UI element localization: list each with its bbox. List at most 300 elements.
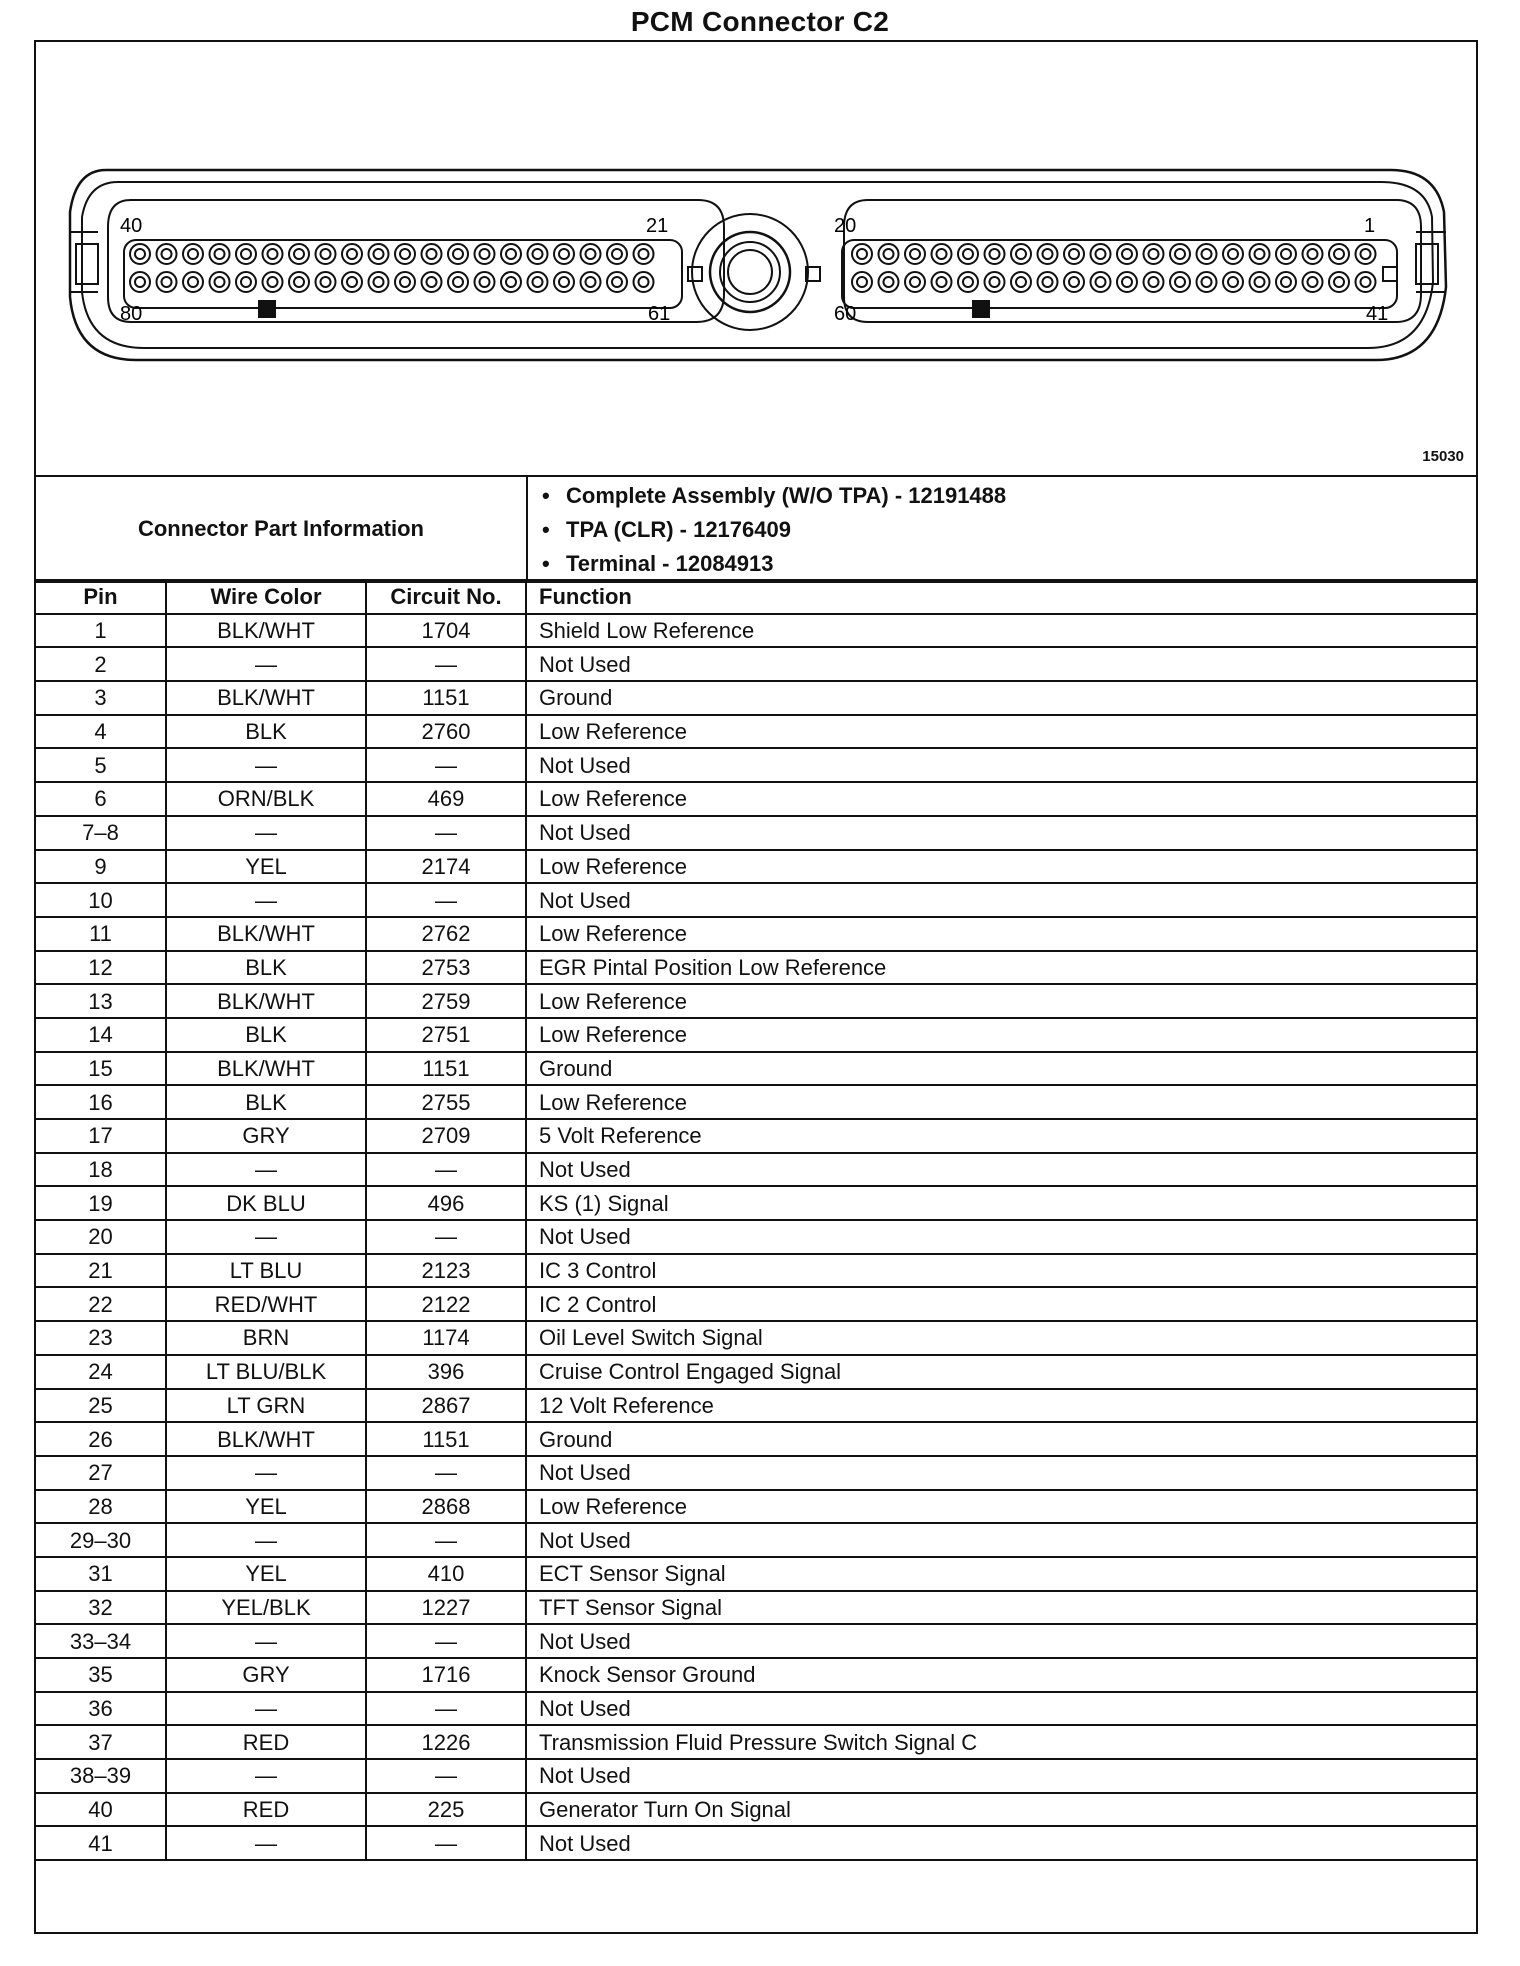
pin-hole-inner	[639, 249, 649, 259]
pin-cell: 12	[36, 951, 166, 985]
table-row	[36, 816, 1476, 850]
circuit-number-cell: —	[366, 1456, 526, 1490]
circuit-number-cell: 1151	[366, 1052, 526, 1086]
pin-hole-inner	[215, 277, 225, 287]
pin-label-60: 60	[834, 303, 857, 325]
pin-hole	[1038, 272, 1058, 292]
pin-hole	[1117, 272, 1137, 292]
function-cell: Low Reference	[526, 1490, 1476, 1524]
pin-hole-inner	[1069, 277, 1079, 287]
circuit-number-cell: 2755	[366, 1085, 526, 1119]
circuit-number-cell: 2762	[366, 917, 526, 951]
pin-cell: 2	[36, 647, 166, 681]
pin-hole-inner	[857, 277, 867, 287]
pin-hole	[905, 272, 925, 292]
pin-hole	[210, 272, 230, 292]
table-row	[36, 984, 1476, 1018]
pin-cell: 5	[36, 748, 166, 782]
pin-hole	[528, 244, 548, 264]
pin-hole	[634, 272, 654, 292]
table-row	[36, 850, 1476, 884]
pin-cell: 32	[36, 1591, 166, 1625]
figure-number: 15030	[1422, 448, 1464, 465]
header-pin: Pin	[36, 580, 166, 614]
circuit-number-cell: 1226	[366, 1725, 526, 1759]
table-header-row	[36, 580, 1476, 614]
pin-hole	[289, 272, 309, 292]
wire-color-cell: BLK/WHT	[166, 1422, 366, 1456]
function-cell: Transmission Fluid Pressure Switch Signal C	[526, 1725, 1476, 1759]
pin-hole	[528, 272, 548, 292]
connector-diagram	[36, 42, 1476, 472]
table-row	[36, 1220, 1476, 1254]
wire-color-cell: BLK/WHT	[166, 1052, 366, 1086]
pin-hole	[879, 272, 899, 292]
wire-color-cell: BLK	[166, 715, 366, 749]
pin-hole	[879, 244, 899, 264]
pin-cell: 37	[36, 1725, 166, 1759]
pin-hole-inner	[1122, 249, 1132, 259]
pin-cell: 4	[36, 715, 166, 749]
pin-hole-inner	[1255, 249, 1265, 259]
connector-drawing	[36, 42, 1476, 472]
function-cell: 5 Volt Reference	[526, 1119, 1476, 1153]
table-row	[36, 1591, 1476, 1625]
wire-color-cell: BLK/WHT	[166, 614, 366, 648]
pin-hole-inner	[586, 277, 596, 287]
pin-hole-inner	[453, 277, 463, 287]
pin-hole-inner	[1202, 249, 1212, 259]
pin-hole-inner	[1361, 249, 1371, 259]
pin-hole-inner	[612, 277, 622, 287]
pin-hole-inner	[990, 277, 1000, 287]
pin-table	[36, 579, 1476, 1861]
function-cell: Low Reference	[526, 850, 1476, 884]
pin-hole	[852, 272, 872, 292]
pin-cell: 22	[36, 1287, 166, 1321]
pin-hole-inner	[612, 249, 622, 259]
circuit-number-cell: 2174	[366, 850, 526, 884]
table-row	[36, 614, 1476, 648]
pin-hole-inner	[1149, 249, 1159, 259]
circuit-number-cell: —	[366, 816, 526, 850]
circuit-number-cell: —	[366, 1692, 526, 1726]
function-cell: Shield Low Reference	[526, 614, 1476, 648]
pin-hole	[210, 244, 230, 264]
pin-hole	[932, 272, 952, 292]
pin-hole	[1064, 272, 1084, 292]
table-row	[36, 1658, 1476, 1692]
wire-color-cell: GRY	[166, 1658, 366, 1692]
pin-hole-inner	[884, 249, 894, 259]
wire-color-cell: BLK/WHT	[166, 984, 366, 1018]
part-number-list	[542, 479, 1006, 581]
pin-cell: 21	[36, 1254, 166, 1288]
pin-hole	[289, 244, 309, 264]
pin-hole-inner	[1122, 277, 1132, 287]
pin-hole	[448, 244, 468, 264]
wire-color-cell: RED	[166, 1725, 366, 1759]
pin-hole-inner	[1334, 277, 1344, 287]
pin-hole-inner	[506, 249, 516, 259]
pin-hole	[581, 272, 601, 292]
pin-cell: 13	[36, 984, 166, 1018]
wire-color-cell: RED/WHT	[166, 1287, 366, 1321]
pin-hole-inner	[1149, 277, 1159, 287]
pin-hole-inner	[321, 249, 331, 259]
wire-color-cell: BLK	[166, 1085, 366, 1119]
pin-hole-inner	[321, 277, 331, 287]
wire-color-cell: —	[166, 1153, 366, 1187]
function-cell: Low Reference	[526, 1018, 1476, 1052]
pin-label-20: 20	[834, 215, 857, 237]
pin-hole-inner	[1016, 277, 1026, 287]
table-row	[36, 951, 1476, 985]
pin-cell: 11	[36, 917, 166, 951]
pin-hole	[1356, 272, 1376, 292]
table-row	[36, 1389, 1476, 1423]
pin-hole	[607, 272, 627, 292]
pin-hole-inner	[990, 249, 1000, 259]
pin-hole-inner	[559, 249, 569, 259]
function-cell: Not Used	[526, 1692, 1476, 1726]
function-cell: Not Used	[526, 748, 1476, 782]
table-row	[36, 1018, 1476, 1052]
pin-cell: 36	[36, 1692, 166, 1726]
pin-hole	[1170, 244, 1190, 264]
circuit-number-cell: 2867	[366, 1389, 526, 1423]
pin-hole	[852, 244, 872, 264]
function-cell: Low Reference	[526, 984, 1476, 1018]
pin-cell: 28	[36, 1490, 166, 1524]
pin-hole-inner	[241, 249, 251, 259]
wire-color-cell: RED	[166, 1793, 366, 1827]
pin-hole	[157, 244, 177, 264]
table-row	[36, 1119, 1476, 1153]
table-row	[36, 1557, 1476, 1591]
pin-hole-inner	[963, 249, 973, 259]
circuit-number-cell: 2123	[366, 1254, 526, 1288]
wire-color-cell: GRY	[166, 1119, 366, 1153]
pin-cell: 18	[36, 1153, 166, 1187]
wire-color-cell: —	[166, 1692, 366, 1726]
function-cell: Generator Turn On Signal	[526, 1793, 1476, 1827]
pin-hole	[395, 272, 415, 292]
wire-color-cell: YEL/BLK	[166, 1591, 366, 1625]
pin-hole-inner	[857, 249, 867, 259]
pin-hole	[1144, 244, 1164, 264]
header-circuit-no: Circuit No.	[366, 580, 526, 614]
pin-hole	[263, 244, 283, 264]
pin-hole-inner	[480, 277, 490, 287]
pin-hole-inner	[188, 277, 198, 287]
pin-hole-inner	[347, 249, 357, 259]
part-item: • Terminal - 12084913	[542, 551, 774, 576]
pin-hole	[607, 244, 627, 264]
pin-hole	[1197, 272, 1217, 292]
table-row	[36, 1052, 1476, 1086]
function-cell: Oil Level Switch Signal	[526, 1321, 1476, 1355]
pin-hole-inner	[241, 277, 251, 287]
pin-hole	[1011, 272, 1031, 292]
pin-cell: 15	[36, 1052, 166, 1086]
wire-color-cell: —	[166, 647, 366, 681]
wire-color-cell: BLK/WHT	[166, 917, 366, 951]
circuit-number-cell: —	[366, 883, 526, 917]
circuit-number-cell: 396	[366, 1355, 526, 1389]
pin-hole-inner	[1334, 249, 1344, 259]
pin-hole	[1356, 244, 1376, 264]
pin-hole-inner	[1361, 277, 1371, 287]
pin-cell: 41	[36, 1826, 166, 1860]
pin-hole-inner	[480, 249, 490, 259]
wire-color-cell: LT BLU	[166, 1254, 366, 1288]
pin-hole-inner	[1016, 249, 1026, 259]
pin-hole-inner	[427, 249, 437, 259]
wire-color-cell: LT BLU/BLK	[166, 1355, 366, 1389]
pin-label-40: 40	[120, 215, 143, 237]
pin-hole-inner	[400, 249, 410, 259]
table-row	[36, 883, 1476, 917]
circuit-number-cell: 2122	[366, 1287, 526, 1321]
pin-hole	[1303, 244, 1323, 264]
function-cell: EGR Pintal Position Low Reference	[526, 951, 1476, 985]
function-cell: TFT Sensor Signal	[526, 1591, 1476, 1625]
pin-cell: 19	[36, 1186, 166, 1220]
circuit-number-cell: 2759	[366, 984, 526, 1018]
pin-cell: 7–8	[36, 816, 166, 850]
wire-color-cell: —	[166, 1220, 366, 1254]
wire-color-cell: YEL	[166, 1490, 366, 1524]
wire-color-cell: BLK	[166, 1018, 366, 1052]
function-cell: Low Reference	[526, 917, 1476, 951]
pin-hole	[932, 244, 952, 264]
table-row	[36, 1692, 1476, 1726]
function-cell: Knock Sensor Ground	[526, 1658, 1476, 1692]
pin-hole	[1329, 272, 1349, 292]
table-row	[36, 1186, 1476, 1220]
pin-hole	[1223, 272, 1243, 292]
function-cell: Not Used	[526, 1826, 1476, 1860]
pin-hole	[342, 272, 362, 292]
circuit-number-cell: 1716	[366, 1658, 526, 1692]
pin-hole	[157, 272, 177, 292]
pin-cell: 10	[36, 883, 166, 917]
function-cell: Low Reference	[526, 782, 1476, 816]
pin-hole-inner	[1308, 277, 1318, 287]
wire-color-cell: DK BLU	[166, 1186, 366, 1220]
function-cell: Not Used	[526, 1456, 1476, 1490]
table-row	[36, 715, 1476, 749]
pin-hole	[1329, 244, 1349, 264]
table-row	[36, 1153, 1476, 1187]
pin-cell: 20	[36, 1220, 166, 1254]
pin-hole	[369, 272, 389, 292]
pin-hole-inner	[937, 277, 947, 287]
table-row	[36, 782, 1476, 816]
circuit-number-cell: —	[366, 647, 526, 681]
pin-label-41: 41	[1366, 303, 1389, 325]
header-function: Function	[526, 580, 1476, 614]
pin-hole-inner	[1096, 277, 1106, 287]
info-label: Connector Part Information	[36, 477, 528, 581]
pin-hole	[1223, 244, 1243, 264]
wire-color-cell: —	[166, 1523, 366, 1557]
pin-label-80: 80	[120, 303, 143, 325]
pin-hole	[130, 272, 150, 292]
pin-label-61: 61	[648, 303, 671, 325]
circuit-number-cell: 496	[366, 1186, 526, 1220]
pin-cell: 27	[36, 1456, 166, 1490]
table-row	[36, 1725, 1476, 1759]
function-cell: Not Used	[526, 1624, 1476, 1658]
pin-label-1: 1	[1364, 215, 1376, 237]
pin-hole	[905, 244, 925, 264]
pin-hole-inner	[1281, 249, 1291, 259]
circuit-number-cell: 2868	[366, 1490, 526, 1524]
circuit-number-cell: 1174	[366, 1321, 526, 1355]
pin-cell: 29–30	[36, 1523, 166, 1557]
pin-hole-inner	[1175, 277, 1185, 287]
pin-hole-inner	[1228, 249, 1238, 259]
part-item: • Complete Assembly (W/O TPA) - 12191488	[542, 483, 1007, 508]
pin-hole	[475, 244, 495, 264]
circuit-number-cell: 1227	[366, 1591, 526, 1625]
pin-hole-inner	[294, 277, 304, 287]
function-cell: KS (1) Signal	[526, 1186, 1476, 1220]
pin-hole	[130, 244, 150, 264]
pin-cell: 1	[36, 614, 166, 648]
wire-color-cell: BLK/WHT	[166, 681, 366, 715]
wire-color-cell: —	[166, 1759, 366, 1793]
circuit-number-cell: 1704	[366, 614, 526, 648]
pin-hole-inner	[1096, 249, 1106, 259]
pin-hole-inner	[374, 277, 384, 287]
pin-hole-inner	[533, 277, 543, 287]
function-cell: Low Reference	[526, 1085, 1476, 1119]
pin-cell: 14	[36, 1018, 166, 1052]
table-row	[36, 1793, 1476, 1827]
pin-table-body	[36, 614, 1476, 1860]
pin-hole	[634, 244, 654, 264]
header-wire-color: Wire Color	[166, 580, 366, 614]
pin-cell: 6	[36, 782, 166, 816]
circuit-number-cell: —	[366, 1220, 526, 1254]
table-row	[36, 1826, 1476, 1860]
pin-hole	[1091, 272, 1111, 292]
function-cell: IC 3 Control	[526, 1254, 1476, 1288]
pin-hole-inner	[1069, 249, 1079, 259]
circuit-number-cell: 1151	[366, 681, 526, 715]
wire-color-cell: —	[166, 816, 366, 850]
function-cell: Not Used	[526, 647, 1476, 681]
pin-hole-inner	[1043, 249, 1053, 259]
function-cell: Not Used	[526, 816, 1476, 850]
pin-hole-inner	[937, 249, 947, 259]
pin-hole	[1197, 244, 1217, 264]
circuit-number-cell: 1151	[366, 1422, 526, 1456]
pin-cell: 25	[36, 1389, 166, 1423]
pin-hole-inner	[374, 249, 384, 259]
pin-label-21: 21	[646, 215, 669, 237]
pin-hole-inner	[188, 249, 198, 259]
pin-hole	[422, 244, 442, 264]
circuit-number-cell: 469	[366, 782, 526, 816]
pin-hole	[236, 244, 256, 264]
circuit-number-cell: 2753	[366, 951, 526, 985]
pin-hole-inner	[1308, 249, 1318, 259]
wire-color-cell: BRN	[166, 1321, 366, 1355]
pin-hole-inner	[135, 249, 145, 259]
pin-cell: 24	[36, 1355, 166, 1389]
pin-hole-inner	[162, 277, 172, 287]
table-row	[36, 917, 1476, 951]
pin-hole	[958, 244, 978, 264]
circuit-number-cell: —	[366, 1759, 526, 1793]
function-cell: Ground	[526, 1422, 1476, 1456]
pin-cell: 16	[36, 1085, 166, 1119]
table-row	[36, 1321, 1476, 1355]
pin-hole	[316, 244, 336, 264]
pin-cell: 35	[36, 1658, 166, 1692]
pin-hole	[183, 244, 203, 264]
table-row	[36, 1624, 1476, 1658]
wire-color-cell: —	[166, 1826, 366, 1860]
pin-hole	[958, 272, 978, 292]
pin-hole	[1144, 272, 1164, 292]
table-row	[36, 647, 1476, 681]
part-item: • TPA (CLR) - 12176409	[542, 517, 791, 542]
pin-hole	[183, 272, 203, 292]
table-row	[36, 1759, 1476, 1793]
circuit-number-cell: 410	[366, 1557, 526, 1591]
pin-hole	[395, 244, 415, 264]
pin-hole	[1011, 244, 1031, 264]
table-row	[36, 1490, 1476, 1524]
wire-color-cell: ORN/BLK	[166, 782, 366, 816]
function-cell: IC 2 Control	[526, 1287, 1476, 1321]
circuit-number-cell: 2709	[366, 1119, 526, 1153]
pin-hole-inner	[910, 249, 920, 259]
circuit-number-cell: —	[366, 1826, 526, 1860]
circuit-number-cell: 225	[366, 1793, 526, 1827]
pin-hole	[1117, 244, 1137, 264]
pin-hole-inner	[347, 277, 357, 287]
circuit-number-cell: —	[366, 1153, 526, 1187]
pin-hole-inner	[1281, 277, 1291, 287]
function-cell: Not Used	[526, 1759, 1476, 1793]
function-cell: Not Used	[526, 883, 1476, 917]
pin-hole-inner	[639, 277, 649, 287]
pin-hole-inner	[884, 277, 894, 287]
pin-cell: 38–39	[36, 1759, 166, 1793]
pin-hole-inner	[453, 249, 463, 259]
pin-hole	[1170, 272, 1190, 292]
pin-hole	[1038, 244, 1058, 264]
pin-hole-inner	[400, 277, 410, 287]
pin-hole-inner	[294, 249, 304, 259]
wire-color-cell: —	[166, 748, 366, 782]
wire-color-cell: —	[166, 1456, 366, 1490]
wire-color-cell: —	[166, 883, 366, 917]
pin-hole-inner	[1228, 277, 1238, 287]
pin-hole-inner	[1043, 277, 1053, 287]
pin-cell: 9	[36, 850, 166, 884]
pin-hole	[1091, 244, 1111, 264]
pin-hole-inner	[1255, 277, 1265, 287]
pin-hole	[1276, 244, 1296, 264]
pin-hole-inner	[910, 277, 920, 287]
